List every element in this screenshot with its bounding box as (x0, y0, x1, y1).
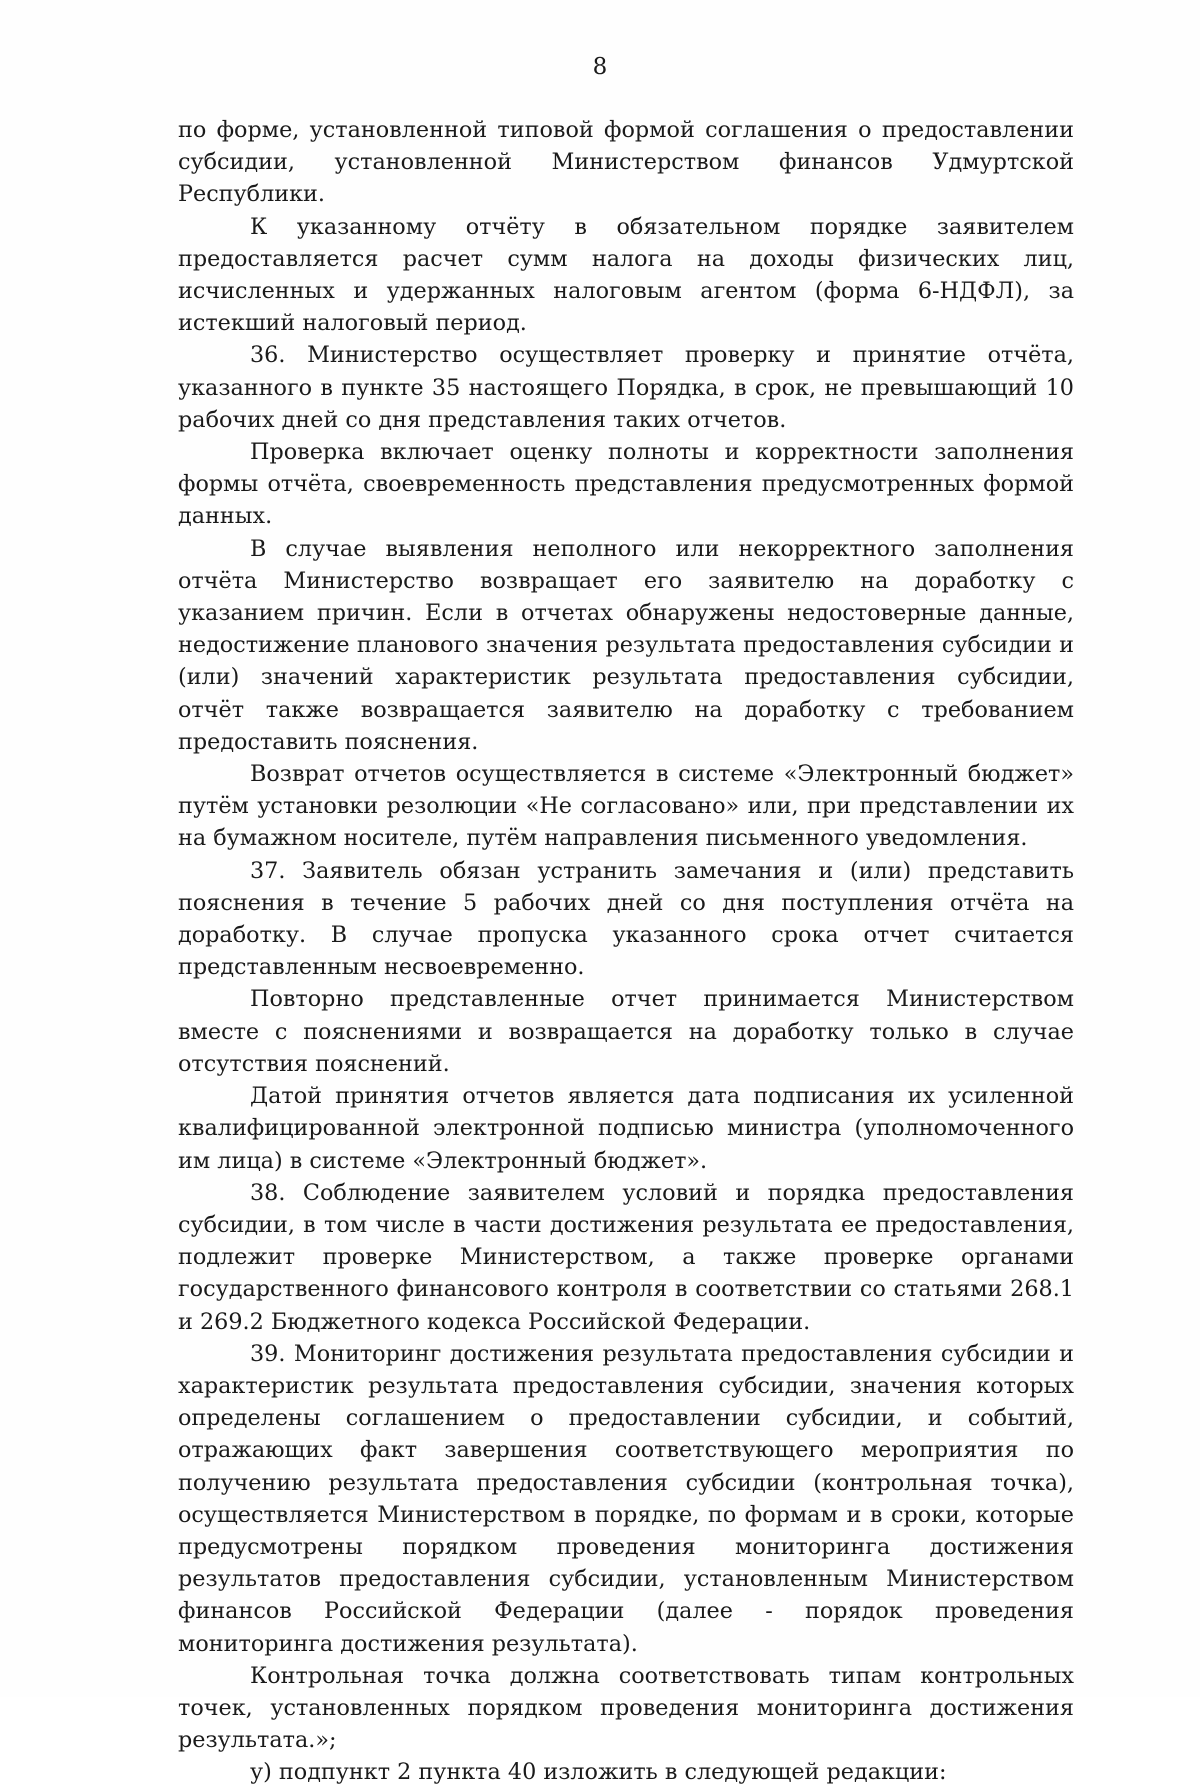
paragraph: по форме, установленной типовой формой соглашения о предоставлении субсидии, установленной Министерством финансов Удмуртской Республики. (178, 117, 1074, 208)
page-number: 8 (592, 54, 608, 80)
paragraph: Проверка включает оценку полноты и корректности заполнения формы отчёта, своевременность представления предусмотренных формой данных. (178, 439, 1074, 530)
paragraph: 38. Соблюдение заявителем условий и порядка предоставления субсидии, в том числе в части достижения результата ее предоставления, подлежит проверке Министерством, а также проверке органами государственного финансового контроля в соответствии со статьями 268.1 и 269.2 Бюджетного кодекса Российской Федерации. (178, 1179, 1074, 1335)
paragraph: 39. Мониторинг достижения результата предоставления субсидии и характеристик результата предоставления субсидии, значения которых определены соглашением о предоставлении субсидии, и событий, отражающих факт завершения соответствующего мероприятия по получению результата предоставления субсидии (контрольная точка), осуществляется Министерством в порядке, по формам и в сроки, которые предусмотрены порядком проведения мониторинга достижения результатов предоставления субсидии, установленным Министерством финансов Российской Федерации (далее - порядок проведения мониторинга достижения результата). (178, 1340, 1074, 1657)
paragraph: Контрольная точка должна соответствовать типам контрольных точек, установленных порядком проведения мониторинга достижения результата.»; (178, 1662, 1074, 1754)
paragraph: у) подпункт 2 пункта 40 изложить в следующей редакции: (250, 1759, 947, 1786)
document-body (178, 114, 1074, 1789)
paragraph: Повторно представленные отчет принимается Министерством вместе с пояснениями и возвращается на доработку только в случае отсутствия пояснений. (178, 986, 1074, 1077)
paragraph: Датой принятия отчетов является дата подписания их усиленной квалифицированной электронной подписью министра (уполномоченного им лица) в системе «Электронный бюджет». (178, 1083, 1074, 1174)
paragraph: 36. Министерство осуществляет проверку и принятие отчёта, указанного в пункте 35 настоящего Порядка, в срок, не превышающий 10 рабочих дней со дня представления таких отчетов. (178, 342, 1074, 433)
paragraph: В случае выявления неполного или некорректного заполнения отчёта Министерство возвращает его заявителю на доработку с указанием причин. Если в отчетах обнаружены недостоверные данные, недостижение планового значения результата предоставления субсидии и (или) значений характеристик результата предоставления субсидии, отчёт также возвращается заявителю на доработку с требованием предоставить пояснения. (178, 535, 1074, 755)
paragraph: 37. Заявитель обязан устранить замечания и (или) представить пояснения в течение 5 рабочих дней со дня поступления отчёта на доработку. В случае пропуска указанного срока отчет считается представленным несвоевременно. (178, 857, 1074, 981)
paragraph: Возврат отчетов осуществляется в системе «Электронный бюджет» путём установки резолюции «Не согласовано» или, при представлении их на бумажном носителе, путём направления письменного уведомления. (178, 761, 1074, 852)
paragraph: К указанному отчёту в обязательном порядке заявителем предоставляется расчет сумм налога на доходы физических лиц, исчисленных и удержанных налоговым агентом (форма 6-НДФЛ), за истекший налоговый период. (178, 213, 1074, 337)
